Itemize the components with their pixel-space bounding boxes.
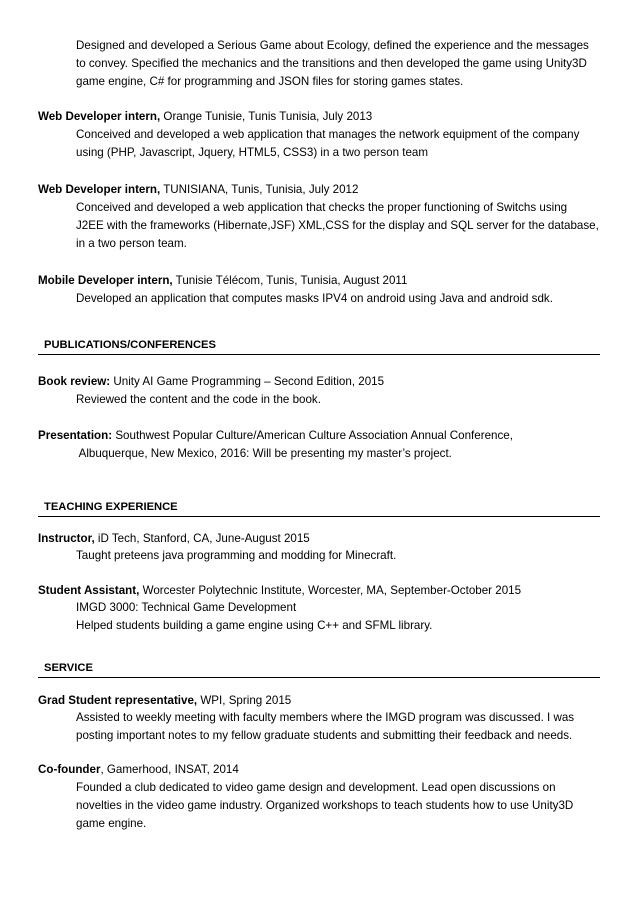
intro-paragraph <box>76 37 606 91</box>
description-line: J2EE with the frameworks (Hibernate,JSF) XML,CSS for the display and SQL server for the database, <box>76 219 599 232</box>
entry-title: Presentation: <box>38 429 113 442</box>
description-line: Conceived and developed a web application that manages the network equipment of the company <box>76 128 580 141</box>
description-line: Founded a club dedicated to video game design and development. Lead open discussions on <box>76 781 556 794</box>
description-line: posting important notes to my fellow graduate students and submitting their feedback and needs. <box>76 729 573 742</box>
description-line: Taught preteens java programming and modding for Minecraft. <box>76 549 397 562</box>
section-title: TEACHING EXPERIENCE <box>44 501 178 513</box>
entry-title: Instructor, <box>38 532 95 545</box>
entry-details: , Gamerhood, INSAT, 2014 <box>100 763 239 776</box>
intro-line: game engine, C# for programming and JSON files for storing games states. <box>76 75 464 88</box>
description-line: Albuquerque, New Mexico, 2016: Will be presenting my master’s project. <box>76 447 452 460</box>
teaching-entry-description <box>76 599 606 635</box>
service-entry-heading <box>38 692 600 710</box>
service-entry-description <box>76 709 606 745</box>
description-line: Reviewed the content and the code in the book. <box>76 393 321 406</box>
entry-details: WPI, Spring 2015 <box>197 694 292 707</box>
teaching-entry-heading <box>38 530 600 548</box>
description-line: Assisted to weekly meeting with faculty members where the IMGD program was discussed. I was <box>76 711 575 724</box>
intro-line: to convey. Specified the mechanics and the transitions and then developed the game using Unity3D <box>76 57 587 70</box>
entry-title: Web Developer intern, <box>38 183 161 196</box>
teaching-entry-heading <box>38 582 600 600</box>
publication-entry-description <box>76 391 606 409</box>
intro-line: Designed and developed a Serious Game about Ecology, defined the experience and the messages <box>76 39 589 52</box>
experience-entry-description <box>76 290 606 308</box>
section-heading-teaching <box>38 496 600 517</box>
description-line: in a two person team. <box>76 237 187 250</box>
entry-title: Mobile Developer intern, <box>38 274 173 287</box>
experience-entry-heading <box>38 272 600 290</box>
entry-details: Unity AI Game Programming – Second Edition, 2015 <box>110 375 385 388</box>
description-line: novelties in the video game industry. Organized workshops to teach students how to use Unity3D <box>76 799 574 812</box>
description-line: Conceived and developed a web application that checks the proper functioning of Switchs using <box>76 201 568 214</box>
entry-details: iD Tech, Stanford, CA, June-August 2015 <box>94 532 310 545</box>
experience-entry-description <box>76 126 606 162</box>
description-line: using (PHP, Javascript, Jquery, HTML5, CSS3) in a two person team <box>76 146 429 159</box>
experience-entry-description <box>76 199 606 253</box>
section-title: PUBLICATIONS/CONFERENCES <box>44 339 216 351</box>
section-heading-service <box>38 657 600 678</box>
description-line: IMGD 3000: Technical Game Development <box>76 601 297 614</box>
entry-title: Grad Student representative, <box>38 694 198 707</box>
description-line: game engine. <box>76 817 147 830</box>
service-entry-description <box>76 779 606 833</box>
entry-details: TUNISIANA, Tunis, Tunisia, July 2012 <box>160 183 359 196</box>
entry-title: Student Assistant, <box>38 584 140 597</box>
section-heading-publications <box>38 334 600 355</box>
section-title: SERVICE <box>44 662 93 674</box>
entry-details: Worcester Polytechnic Institute, Worcester, MA, September-October 2015 <box>139 584 522 597</box>
entry-details: Orange Tunisie, Tunis Tunisia, July 2013 <box>160 110 373 123</box>
description-line: Helped students building a game engine using C++ and SFML library. <box>76 619 433 632</box>
description-line: Developed an application that computes masks IPV4 on android using Java and android sdk. <box>76 292 553 305</box>
publication-entry-heading <box>38 373 600 391</box>
teaching-entry-description <box>76 547 606 565</box>
experience-entry-heading <box>38 181 600 199</box>
entry-title: Co-founder <box>38 763 101 776</box>
entry-title: Web Developer intern, <box>38 110 161 123</box>
service-entry-heading <box>38 761 600 779</box>
experience-entry-heading <box>38 108 600 126</box>
publication-entry-heading <box>38 427 600 445</box>
publication-entry-description <box>76 445 606 463</box>
entry-details: Southwest Popular Culture/American Culture Association Annual Conference, <box>112 429 513 442</box>
entry-details: Tunisie Télécom, Tunis, Tunisia, August 2011 <box>172 274 408 287</box>
entry-title: Book review: <box>38 375 111 388</box>
